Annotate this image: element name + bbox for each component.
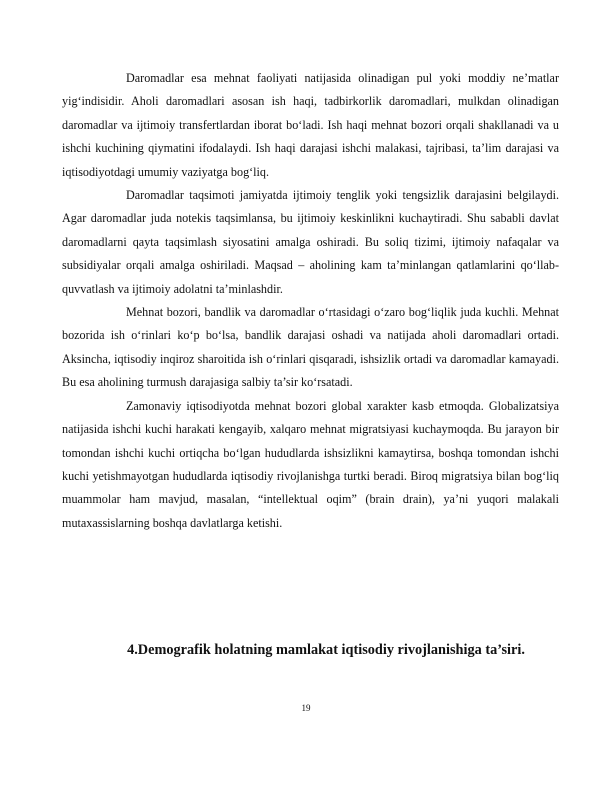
section-heading: 4.Demografik holatning mamlakat iqtisodiy rivojlanishiga ta’siri. bbox=[127, 642, 525, 658]
page-number: 19 bbox=[301, 703, 311, 713]
paragraph-globalization: Zamonaviy iqtisodiyotda mehnat bozori global xarakter kasb etmoqda. Globalizatsiya natijasida ishchi kuchi harakati kengayib, xalqaro mehnat migratsiyasi kuchaymoqda. Bu jarayon bir tomondan ishchi kuchi ortiqcha bo‘lgan hududlarda ishsizlikni kamaytirsa, boshqa tomondan ishchi kuchi yetishmayotgan hududlarda iqtisodiy rivojlanishga turtki beradi. Biroq migratsiya bilan bog‘liq muammolar ham mavjud, masalan, “intellektual oqim” (brain drain), ya’ni yuqori malakali mutaxassislarning boshqa davlatlarga ketishi. bbox=[62, 398, 559, 530]
paragraph-incomes: Daromadlar esa mehnat faoliyati natijasida olinadigan pul yoki moddiy ne’matlar yig‘indisidir. Aholi daromadlari asosan ish haqi, tadbirkorlik daromadlari, mulkdan olinadigan daromadlar va ijtimoiy transfertlardan iborat bo‘ladi. Ish haqi mehnat bozori orqali shakllanadi va u ishchi kuchining qiymatini ifodalaydi. Ish haqi darajasi ishchi malakasi, tajribasi, ta’lim darajasi va iqtisodiyotdagi umumiy vaziyatga bog‘liq. bbox=[62, 71, 559, 179]
paragraph-labor-market-link: Mehnat bozori, bandlik va daromadlar o‘rtasidagi o‘zaro bog‘liqlik juda kuchli. Mehnat bozorida ish o‘rinlari ko‘p bo‘lsa, bandlik darajasi oshadi va natijada aholi daromadlari ortadi. Aksincha, iqtisodiy inqiroz sharoitida ish o‘rinlari qisqaradi, ishsizlik ortadi va daromadlar kamayadi. Bu esa aholining turmush darajasiga salbiy ta’sir ko‘rsatadi. bbox=[62, 305, 559, 390]
paragraph-income-distribution: Daromadlar taqsimoti jamiyatda ijtimoiy tenglik yoki tengsizlik darajasini belgilaydi. Agar daromadlar juda notekis taqsimlansa, bu ijtimoiy keskinlikni kuchaytiradi. Shu sababli davlat daromadlarni qayta taqsimlash siyosatini amalga oshiradi. Bu soliq tizimi, ijtimoiy nafaqalar va subsidiyalar orqali amalga oshiriladi. Maqsad – aholining kam ta’minlangan qatlamlarini qo‘llab-quvvatlash va ijtimoiy adolatni ta’minlashdir. bbox=[62, 188, 559, 296]
body-text bbox=[62, 67, 559, 535]
